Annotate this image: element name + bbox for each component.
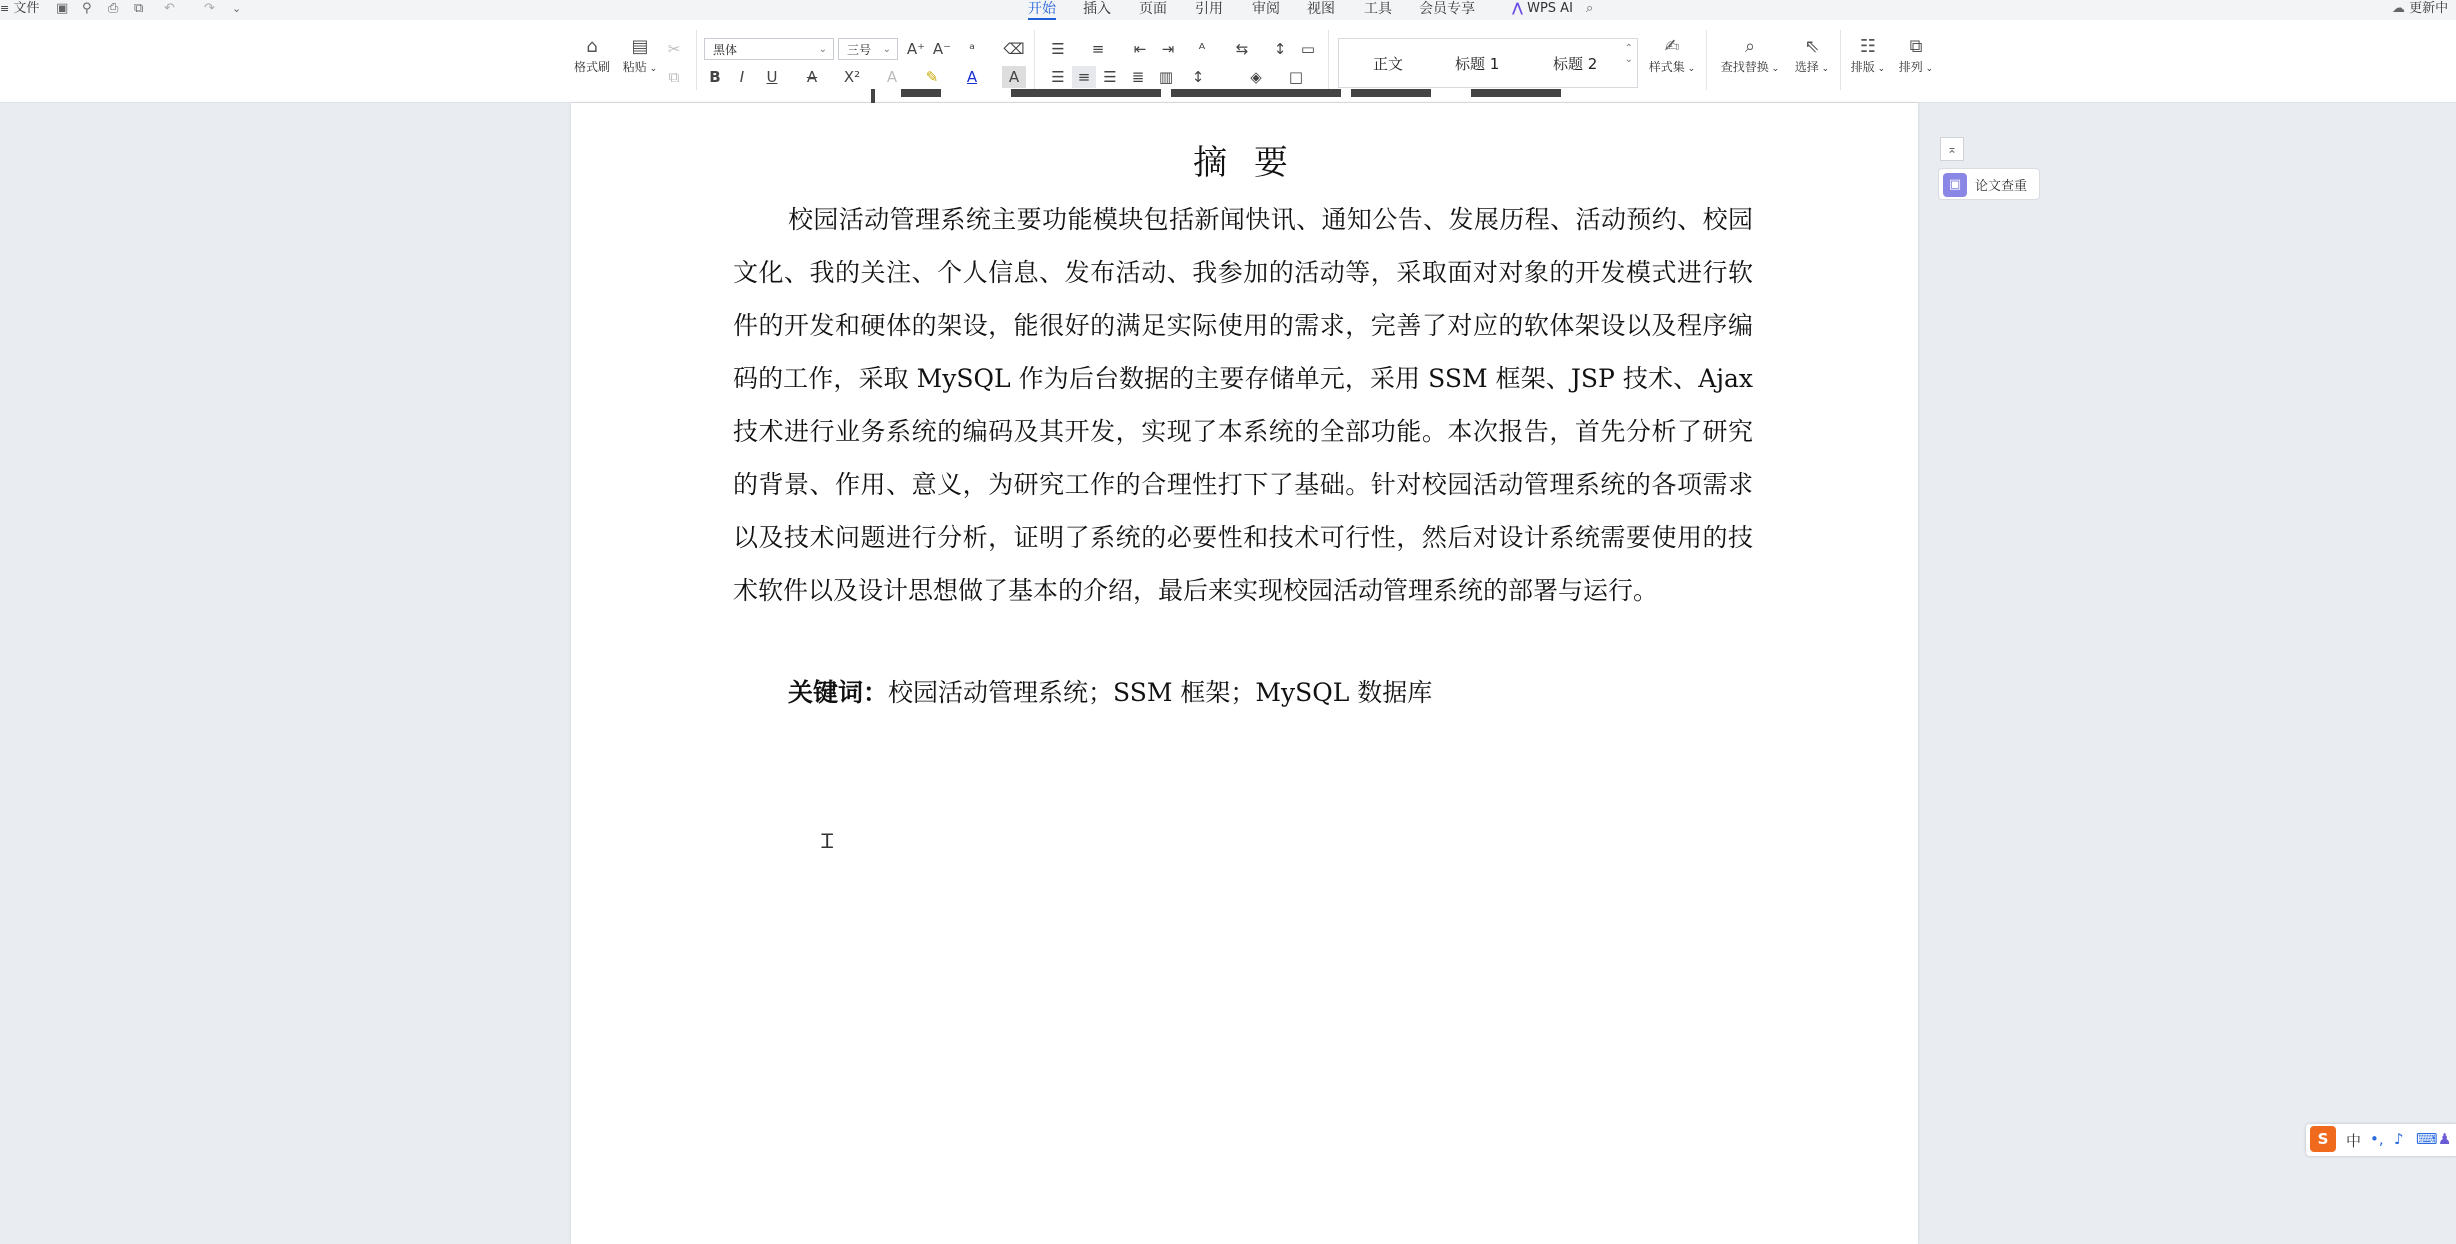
copy-icon[interactable]: ⧉ [668, 68, 680, 86]
style-set-label: 样式集 [1648, 60, 1685, 74]
menu-file-label: 文件 [13, 1, 40, 16]
style-gallery-more-icon[interactable]: ⌃ ⌄ [1624, 43, 1633, 65]
border-icon[interactable]: □ [1288, 68, 1304, 86]
increase-indent-icon[interactable]: ⇥ [1161, 40, 1175, 58]
find-replace-button[interactable]: ⌕ 查找替换 ⌄ [1720, 36, 1780, 74]
align-right-icon[interactable]: ☰ [1103, 68, 1117, 86]
shrink-font-icon[interactable]: A⁻ [932, 40, 952, 58]
arrange-button[interactable]: ⧉ 排列 ⌄ [1898, 36, 1934, 74]
abstract-paragraph: 校园活动管理系统主要功能模块包括新闻快讯、通知公告、发展历程、活动预约、校园文化、我的关注、个人信息、发布活动、我参加的活动等，采取面对对象的开发模式进行软件的开发和硬体的架设，能很好的满足实际使用的需求，完善了对应的软体架设以及程序编码的工作，采取 MySQL 作为后台数据的主要存储单元，采用 SSM 框架、JSP 技术、Ajax 技术进行业务系统的编码及其开发，实现了本系统的全部功能。本次报告，首先分析了研究的背景、作用、意义，为研究工作的合理性打下了基础。针对校园活动管理系统的各项需求以及技术问题进行分析，证明了系统的必要性和技术可行性，然后对设计系统需要使用的技术软件以及设计思想做了基本的介绍，最后来实现校园活动管理系统的部署与运行。 [733, 205, 1753, 605]
print-icon[interactable]: ⎙ [108, 1, 119, 16]
divider [1034, 30, 1035, 90]
tab-tools[interactable]: 工具 [1364, 1, 1392, 17]
wps-ai-button[interactable] [1512, 0, 1573, 18]
select-button[interactable]: ⇖ 选择 ⌄ [1794, 36, 1830, 74]
collapse-panel-icon[interactable]: ⌅ [1940, 137, 1964, 161]
font-size-select[interactable] [838, 38, 898, 60]
undo-icon[interactable]: ↶ [164, 1, 175, 16]
bullet-list-icon[interactable]: ☰ [1051, 40, 1065, 58]
quick-access-more-icon[interactable]: ⌄ [232, 2, 242, 15]
style-heading-1[interactable]: 标题 1 [1455, 55, 1500, 73]
justify-icon[interactable]: ≣ [1131, 68, 1145, 86]
superscript-icon[interactable]: X² [843, 68, 861, 86]
format-painter-button[interactable] [570, 36, 614, 75]
menu-file[interactable] [0, 0, 39, 18]
layout-label: 排版 [1850, 60, 1875, 74]
find-replace-label: 查找替换 [1720, 60, 1769, 74]
layout-icon: ☷ [1859, 36, 1877, 57]
search-icon[interactable]: ⌕ [1586, 1, 1594, 16]
arrange-label: 排列 [1898, 60, 1923, 74]
cut-icon[interactable]: ✂ [667, 40, 681, 58]
keywords-label: 关键词： [788, 678, 889, 707]
text-cursor-icon: Ꮖ [821, 829, 835, 853]
highlight-icon[interactable]: ✎ [925, 68, 939, 86]
tab-page[interactable]: 页面 [1139, 1, 1167, 17]
abstract-heading: 摘 要 [1193, 143, 1296, 183]
sort-icon[interactable]: ↕ [1273, 40, 1287, 58]
decrease-indent-icon[interactable]: ⇤ [1133, 40, 1147, 58]
ime-lang-toggle[interactable]: 中 [2346, 1132, 2362, 1150]
distributed-icon[interactable]: ▥ [1158, 68, 1174, 86]
style-normal[interactable]: 正文 [1373, 55, 1404, 73]
sogou-logo-icon: S [2310, 1126, 2336, 1152]
document-page[interactable] [571, 103, 1918, 1244]
italic-icon[interactable]: I [739, 68, 745, 86]
skin-icon[interactable]: ♟ [2438, 1130, 2452, 1148]
clear-format-icon[interactable]: ⌫ [1003, 40, 1025, 58]
arrange-icon: ⧉ [1909, 36, 1923, 57]
divider [1328, 30, 1329, 90]
font-size-value: 三号 [847, 43, 872, 57]
select-label: 选择 [1794, 60, 1819, 74]
strikethrough-icon[interactable]: A [806, 68, 818, 86]
paste-label: 粘贴 [622, 60, 647, 74]
paste-icon: ▤ [631, 36, 649, 57]
style-set-button[interactable]: ✍ 样式集 ⌄ [1648, 36, 1696, 74]
font-name-select[interactable] [704, 38, 834, 60]
paste-button[interactable]: ▤ 粘贴 ⌄ [622, 36, 658, 74]
plagiarism-check-label: 论文查重 [1975, 179, 2028, 194]
search-icon: ⌕ [1744, 36, 1756, 57]
wps-ai-label: WPS AI [1527, 1, 1573, 16]
template-icon[interactable]: ⚲ [82, 1, 92, 16]
wps-ai-icon: ⋀ [1512, 1, 1523, 16]
style-heading-2[interactable]: 标题 2 [1553, 55, 1598, 73]
document-check-icon: ▣ [1943, 173, 1967, 197]
cut-off-title-line [871, 89, 1571, 111]
cloud-icon: ☁ [2392, 1, 2405, 16]
menu-bar [0, 0, 2456, 21]
divider [1840, 30, 1841, 90]
menu-icon: ≡ [0, 2, 10, 15]
update-label: 更新中 [2409, 1, 2449, 16]
cursor-arrow-icon: ⇖ [1804, 36, 1820, 57]
format-painter-label: 格式刷 [573, 60, 610, 74]
tab-references[interactable]: 引用 [1195, 1, 1223, 17]
text-effect-icon[interactable]: A [886, 68, 898, 86]
plagiarism-check-button[interactable] [1938, 168, 2040, 200]
save-icon[interactable]: ▣ [56, 1, 69, 16]
style-set-icon: ✍ [1664, 36, 1680, 57]
format-painter-icon: ⌂ [586, 36, 598, 57]
update-status[interactable] [2392, 0, 2448, 18]
phonetic-guide-icon[interactable]: ᵃ [969, 40, 975, 58]
keywords-value: 校园活动管理系统；SSM 框架；MySQL 数据库 [888, 678, 1433, 707]
tab-home[interactable]: 开始 [1028, 0, 1056, 20]
style-gallery [1338, 38, 1638, 88]
tab-member[interactable]: 会员专享 [1419, 1, 1475, 17]
show-marks-icon[interactable]: ▭ [1300, 40, 1316, 58]
numbered-list-icon[interactable]: ≡ [1091, 40, 1105, 58]
keyboard-icon[interactable]: ⌨ [2416, 1130, 2438, 1148]
grow-font-icon[interactable]: A⁺ [906, 40, 926, 58]
tab-insert[interactable]: 插入 [1083, 1, 1111, 17]
font-color-icon[interactable]: A [966, 68, 978, 86]
divider [1706, 30, 1707, 90]
chevron-down-icon: ⌄ [882, 44, 891, 55]
redo-icon[interactable]: ↷ [204, 1, 215, 16]
asian-layout-icon[interactable]: ᴬ [1198, 40, 1206, 58]
underline-icon[interactable]: U [766, 68, 778, 86]
bold-icon[interactable]: B [709, 68, 721, 86]
keywords-line [788, 673, 1432, 709]
print-preview-icon[interactable]: ⧉ [134, 1, 144, 16]
char-shading-icon[interactable]: A [1002, 66, 1026, 88]
tab-view[interactable]: 视图 [1307, 1, 1335, 17]
align-left-icon[interactable]: ☰ [1051, 68, 1065, 86]
font-name-value: 黑体 [713, 43, 738, 57]
line-spacing-icon[interactable]: ↕ [1191, 68, 1205, 86]
divider [696, 30, 697, 90]
ime-toolbar[interactable] [2306, 1124, 2456, 1156]
punctuation-icon[interactable]: •, [2370, 1130, 2384, 1148]
layout-button[interactable]: ☷ 排版 ⌄ [1850, 36, 1886, 74]
text-direction-icon[interactable]: ⇆ [1235, 40, 1249, 58]
align-center-icon[interactable]: ≡ [1072, 66, 1096, 88]
tab-review[interactable]: 审阅 [1252, 1, 1280, 17]
shading-icon[interactable]: ◈ [1250, 68, 1262, 86]
microphone-icon[interactable]: ♪ [2394, 1130, 2404, 1148]
chevron-down-icon: ⌄ [818, 44, 827, 55]
